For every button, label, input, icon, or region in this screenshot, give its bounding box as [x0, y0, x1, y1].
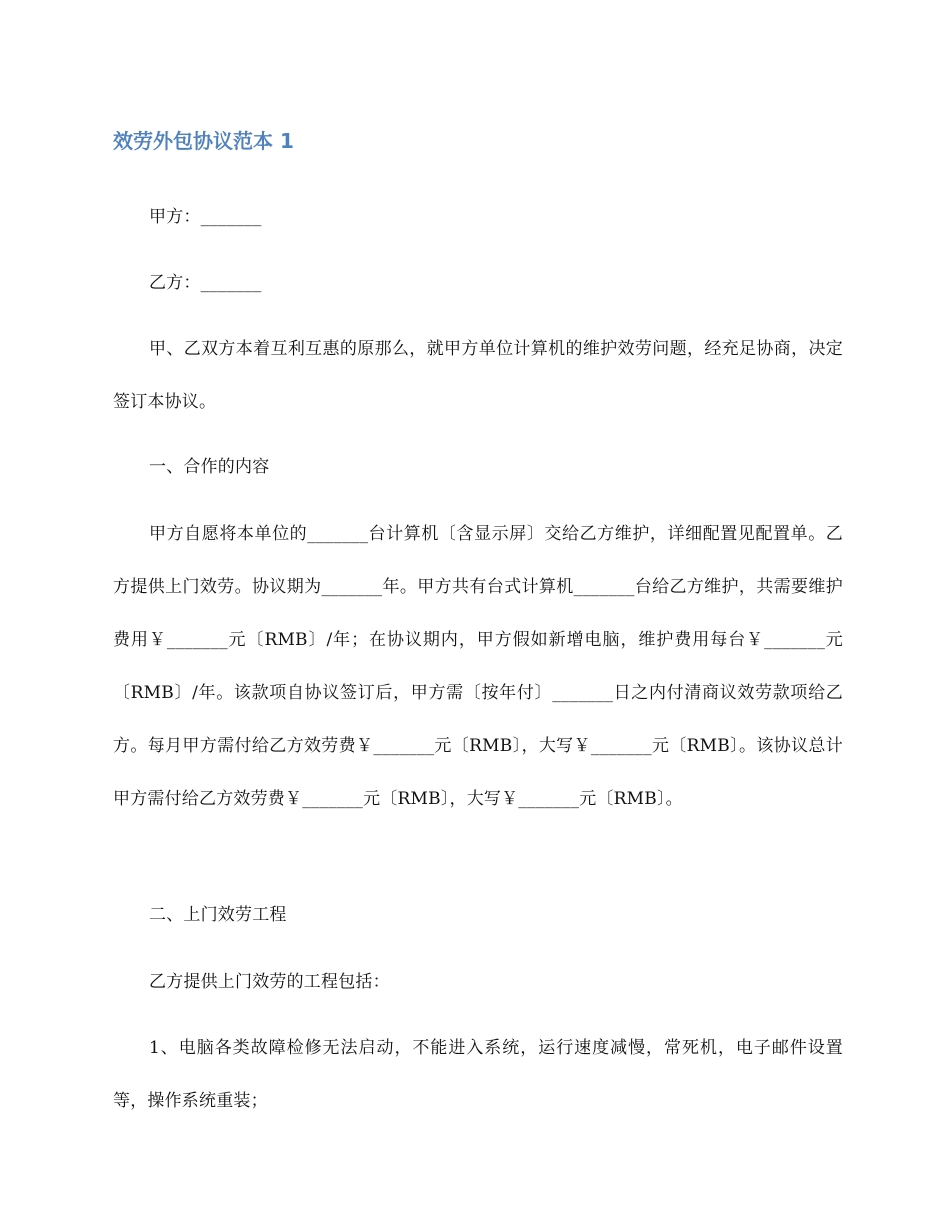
party-a-line: 甲方：_______ [149, 207, 262, 227]
preamble-paragraph: 甲、乙双方本着互利互惠的原那么，就甲方单位计算机的维护效劳问题，经充足协商，决定签订本协议。 [113, 339, 843, 412]
service-item-1: 1、电脑各类故障检修无法启动，不能进入系统，运行速度减慢，常死机，电子邮件设置等，操作系统重装； [113, 1038, 843, 1111]
party-b-line: 乙方：_______ [149, 273, 262, 293]
section-1-heading: 一、合作的内容 [149, 457, 270, 477]
section-2-intro: 乙方提供上门效劳的工程包括： [149, 972, 390, 992]
section-1-body: 甲方自愿将本单位的_______台计算机〔含显示屏〕交给乙方维护，详细配置见配置单。乙方提供上门效劳。协议期为_______年。甲方共有台式计算机_______台给乙方维护，共需要维护费用￥_______元〔RMB〕/年；在协议期内，甲方假如新增电脑，维护费用每台￥_______元〔RMB〕/年。该款项自协议签订后，甲方需〔按年付〕_______日之内付清商议效劳款项给乙方。每月甲方需付给乙方效劳费￥_______元〔RMB〕，大写￥_______元〔RMB〕。该协议总计甲方需付给乙方效劳费￥_______元〔RMB〕，大写￥_______元〔RMB〕。 [113, 524, 843, 809]
document-title: 效劳外包协议范本 1 [113, 129, 294, 153]
section-2-heading: 二、上门效劳工程 [149, 905, 287, 925]
